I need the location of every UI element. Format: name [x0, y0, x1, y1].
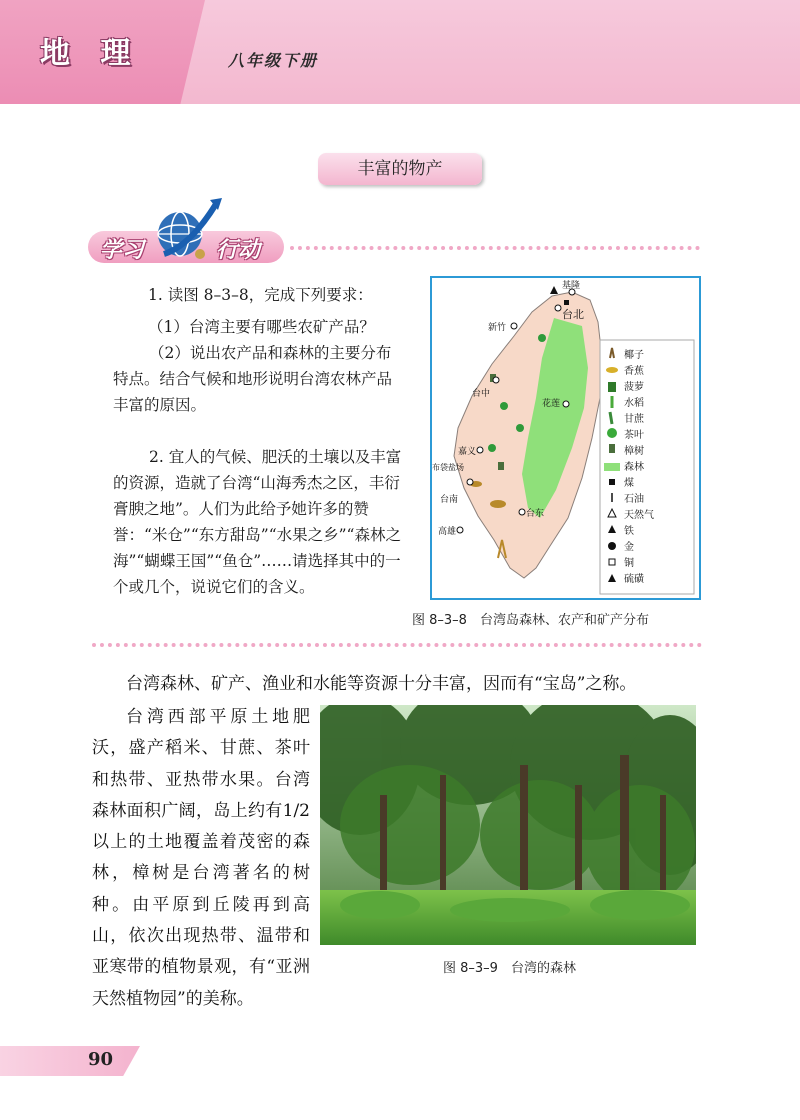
question-1b: （2）说出农产品和森林的主要分布特点。结合气候和地形说明台湾农林产品丰富的原因。 [113, 344, 393, 414]
legend-tea: 茶叶 [624, 430, 644, 441]
legend-coal: 煤 [624, 478, 634, 489]
legend-pineapple: 菠萝 [624, 382, 644, 393]
legend-iron: 铁 [624, 526, 634, 537]
map-legend [600, 340, 694, 594]
activity-label-action: 行动 [216, 238, 261, 263]
city-taitung: 台东 [526, 509, 545, 519]
section-title: 丰富的物产 [318, 153, 482, 185]
legend-rice: 水稻 [624, 398, 644, 409]
city-kaohsiung: 高雄 [438, 527, 457, 537]
taiwan-map [430, 276, 701, 600]
taiwan-map-graphic [432, 278, 699, 598]
dotted-divider-top [290, 246, 700, 250]
map-caption: 图 8–3–8 台湾岛森林、农产和矿产分布 [412, 613, 649, 628]
grade-label: 八年级下册 [228, 51, 319, 70]
legend-copper: 铜 [624, 558, 634, 569]
forest-photo [320, 705, 696, 945]
lead-sentence: 台湾森林、矿产、渔业和水能等资源十分丰富，因而有“宝岛”之称。 [126, 674, 637, 694]
footer-band [0, 1046, 140, 1076]
question-1: 1. 读图 8–3–8，完成下列要求： [148, 286, 373, 304]
legend-sugarcane: 甘蔗 [624, 414, 644, 425]
photo-caption: 图 8–3–9 台湾的森林 [443, 961, 576, 976]
legend-banana: 香蕉 [624, 366, 644, 377]
legend-camphor: 樟树 [624, 446, 644, 457]
globe-arrow-icon [150, 196, 222, 264]
legend-gas: 天然气 [624, 510, 654, 521]
city-taipei: 台北 [562, 308, 584, 321]
question-1a: （1）台湾主要有哪些农矿产品？ [148, 318, 375, 336]
city-hsinchu: 新竹 [488, 323, 507, 333]
question-2: 2. 宜人的气候、肥沃的土壤以及丰富的资源，造就了台湾“山海秀杰之区，丰衍膏腴之地”。人们为此给予她许多的赞誉：“米仓”“东方甜岛”“水果之乡”“森林之海”“蝴蝶王国”“鱼仓”……请选择其中的一个或几个，说说它们的含义。 [113, 448, 402, 596]
city-taichung: 台中 [472, 389, 491, 399]
activity-label-study: 学习 [100, 238, 145, 263]
page-number: 90 [88, 1049, 114, 1070]
city-hualien: 花莲 [542, 399, 561, 409]
legend-oil: 石油 [624, 494, 644, 505]
dotted-divider-bottom [92, 643, 702, 647]
city-chiayi: 嘉义 [458, 447, 477, 457]
city-budai: 布袋盐场 [432, 463, 464, 472]
body-paragraph: 台湾西部平原土地肥沃，盛产稻米、甘蔗、茶叶和热带、亚热带水果。台湾森林面积广阔，岛上约有1/2以上的土地覆盖着茂密的森林，樟树是台湾著名的树种。由平原到丘陵再到高山，依次出现热带、温带和亚寒带的植物景观，有“亚洲天然植物园”的美称。 [92, 707, 310, 1009]
legend-forest: 森林 [624, 462, 644, 473]
city-tainan: 台南 [440, 495, 459, 505]
legend-coconut: 椰子 [624, 350, 644, 361]
subject-title: 地 理 [40, 36, 141, 71]
legend-gold: 金 [624, 542, 634, 553]
city-keelung: 基隆 [562, 281, 581, 291]
legend-sulfur: 硫磺 [624, 574, 644, 585]
